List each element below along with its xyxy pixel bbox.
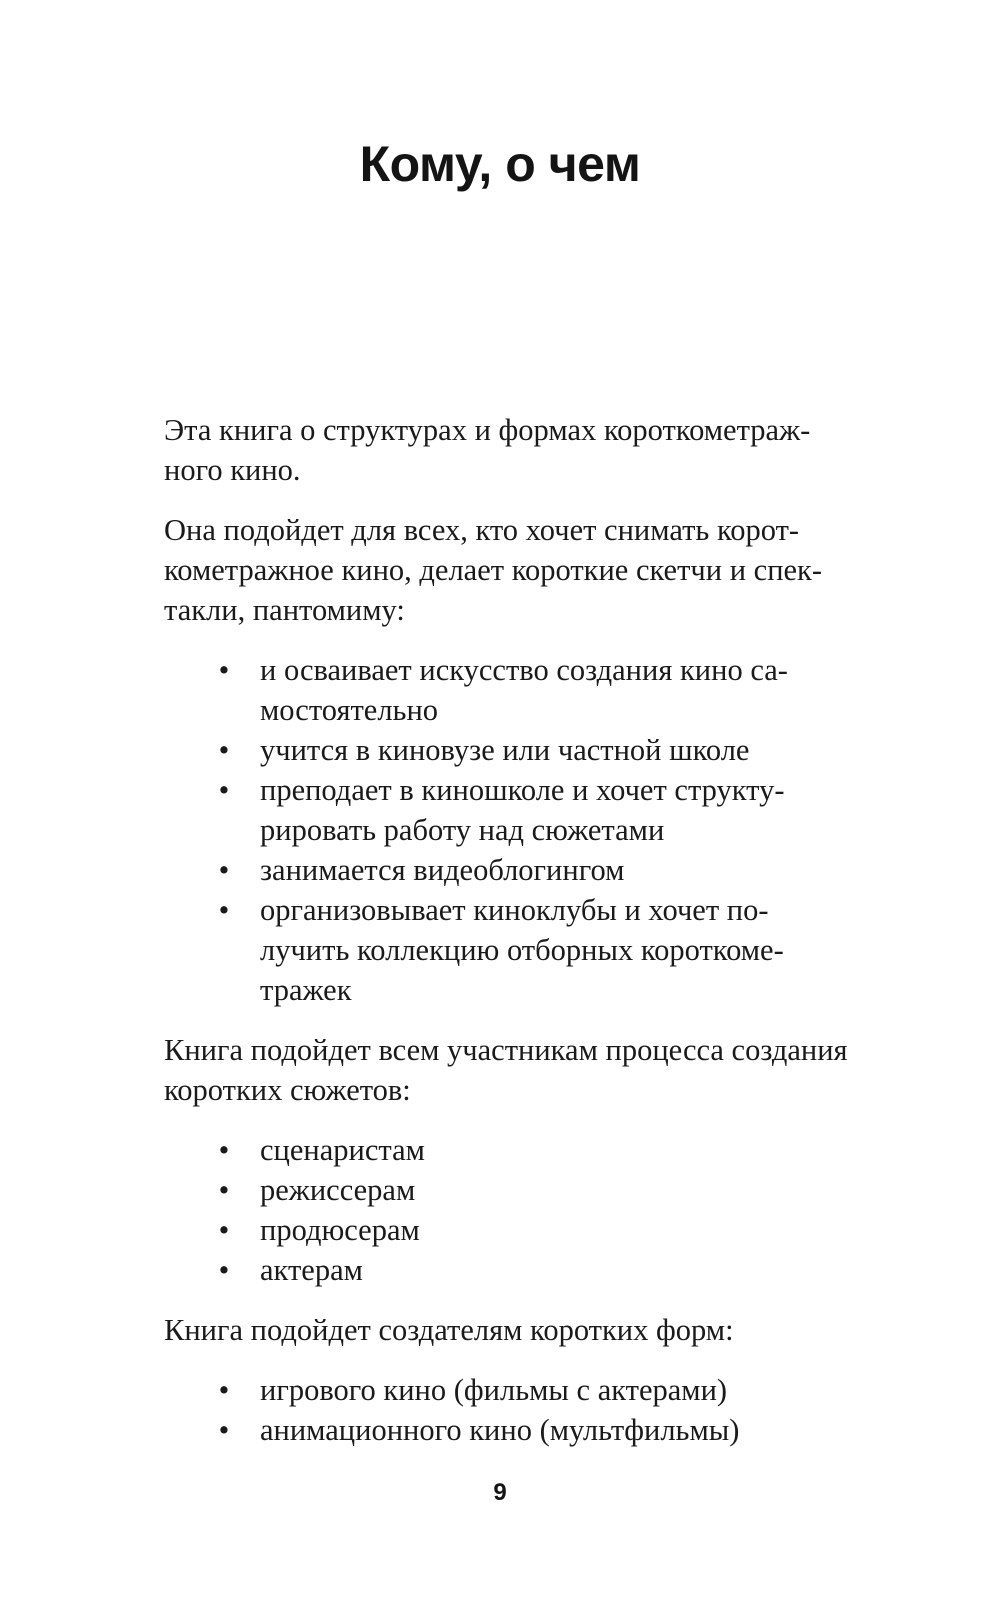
list-item: • и осваивает искусство создания кино са- мостоятельно [164,650,874,730]
list-item: • игрового кино (фильмы с актерами) [164,1370,874,1410]
page-title: Кому, о чем [359,136,641,192]
bullet-icon: • [218,733,230,767]
bullet-icon: • [218,653,230,687]
list-item: • актерам [164,1250,874,1290]
forms-paragraph [164,1310,874,1350]
text-line: Книга подойдет всем участникам процесса создания [164,1033,848,1067]
participants-paragraph [164,1030,874,1110]
bullet-icon: • [218,853,230,887]
bullet-icon: • [218,1173,230,1207]
text-line: Эта книга о структурах и формах короткометраж- [164,413,811,447]
forms-list [164,1370,874,1450]
text-line: кометражное кино, делает короткие скетчи и спек- [164,553,823,587]
participants-list [164,1130,874,1290]
audience-list [164,650,874,1010]
bullet-icon: • [218,1213,230,1247]
list-item: • режиссерам [164,1170,874,1210]
text-line: коротких сюжетов: [164,1073,411,1107]
text-line: такли, пантомиму: [164,593,405,627]
page-number: 9 [493,1479,507,1506]
list-item: • организовывает киноклубы и хочет по- лучить коллекцию отборных короткоме- тражек [164,890,874,1010]
bullet-icon: • [218,1413,230,1447]
bullet-icon: • [218,1373,230,1407]
text-line: Книга подойдет создателям коротких форм: [164,1313,734,1347]
intro-paragraph [164,410,874,490]
bullet-icon: • [218,773,230,807]
text-line: Она подойдет для всех, кто хочет снимать корот- [164,513,800,547]
list-item: • преподает в киношколе и хочет структу- рировать работу над сюжетами [164,770,874,850]
list-item: • учится в киновузе или частной школе [164,730,874,770]
body-text [164,410,874,1450]
list-item: • анимационного кино (мультфильмы) [164,1410,874,1450]
bullet-icon: • [218,893,230,927]
bullet-icon: • [218,1253,230,1287]
list-item: • занимается видеоблогингом [164,850,874,890]
text-line: ного кино. [164,453,301,487]
list-item: • сценаристам [164,1130,874,1170]
audience-paragraph [164,510,874,630]
list-item: • продюсерам [164,1210,874,1250]
bullet-icon: • [218,1133,230,1167]
